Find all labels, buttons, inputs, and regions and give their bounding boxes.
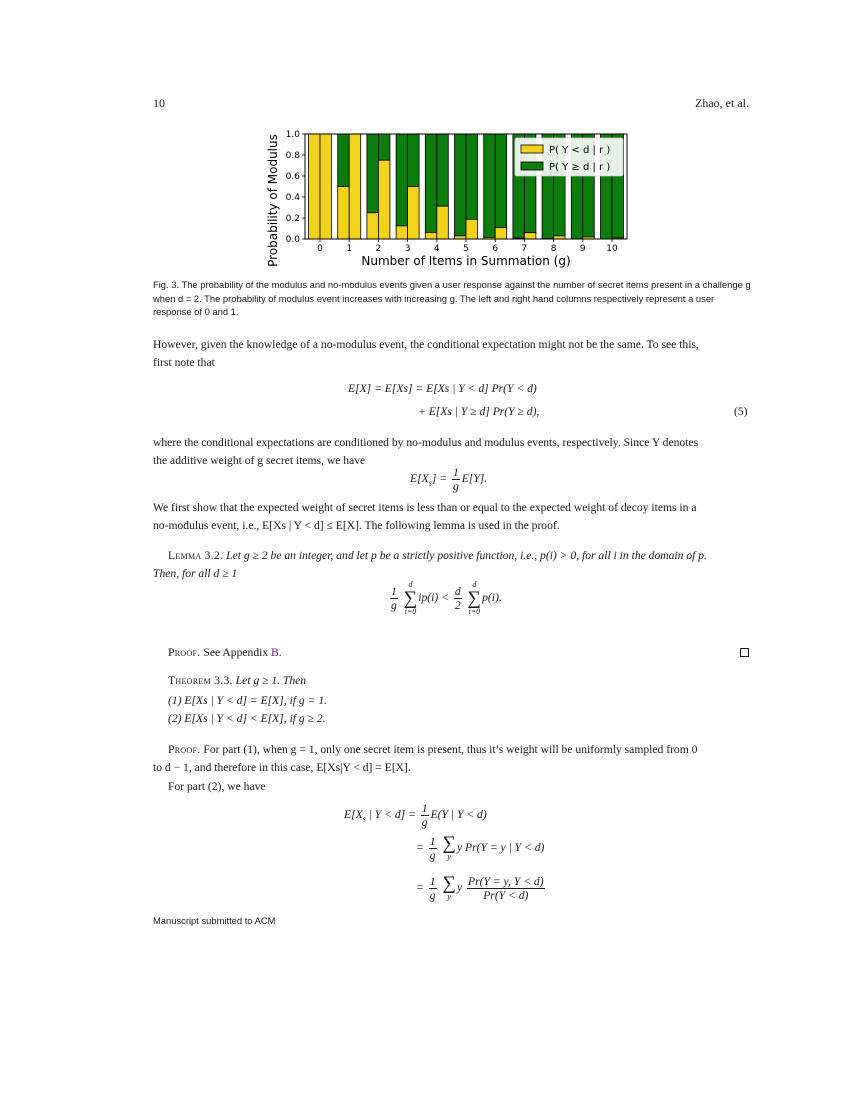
- theorem-item: (1) E[Xs | Y < d] = E[X], if g = 1.: [168, 694, 328, 707]
- theorem-label: Theorem 3.3.: [168, 674, 233, 687]
- figure-caption: [153, 278, 753, 319]
- bar-no-modulus: [338, 187, 350, 240]
- theorem-proof: [168, 741, 753, 759]
- derivation-line3: = $\frac{1}{g}$ ∑ y y $\frac{Pr(Y = y, Y < d)}{Pr(Y < d)}$: [416, 873, 544, 902]
- bar-no-modulus: [437, 206, 449, 239]
- derivation-line2: = $\frac{1}{g}$ ∑ y y Pr(Y = y | Y < d): [416, 833, 545, 862]
- y-tick-label: 0.0: [285, 235, 300, 245]
- proof-text: See Appendix: [203, 646, 269, 659]
- x-tick-label: 8: [550, 244, 557, 254]
- x-axis-label: Number of Items in Summation (g): [361, 254, 571, 268]
- lemma: [168, 547, 753, 565]
- appendix-link[interactable]: B: [271, 646, 279, 659]
- x-tick-label: 5: [463, 244, 469, 254]
- footer-note: Manuscript submitted to ACM: [153, 915, 276, 926]
- x-tick-label: 10: [606, 244, 618, 254]
- equation-5-line2: + E[Xs | Y ≥ d] Pr(Y ≥ d),: [418, 405, 540, 418]
- y-axis-label: Probability of Modulus: [266, 134, 280, 267]
- x-tick-label: 9: [579, 244, 586, 254]
- bar-modulus: [437, 134, 449, 206]
- caption-text: Fig. 3. The probability of the modulus and no-modulus events given a user response against the number of secret items present in a challenge g when d = 2. The probability of modulus event increases with increasing g. The left and right hand columns respectively represent a user response of 0 and 1.: [153, 279, 751, 317]
- qed-square: [740, 648, 749, 657]
- text-line: where the conditional expectations are conditioned by no-modulus and modulus events, respectively. Since Y denotes: [153, 436, 699, 449]
- legend-swatch-no-modulus: [521, 145, 543, 153]
- bar-no-modulus: [524, 233, 536, 239]
- page-number: 10: [153, 96, 165, 110]
- text-line: However, given the knowledge of a no-modulus event, the conditional expectation might not be the same. To see this,: [153, 338, 699, 351]
- theorem-intro: Let g ≥ 1. Then: [235, 674, 307, 687]
- x-tick-label: 4: [433, 244, 440, 254]
- derivation-line1: $E[X_s$ | Y < d] = $\frac{1}{g}$ E(Y | Y < d): [344, 802, 487, 829]
- y-tick-label: 0.4: [285, 193, 300, 203]
- y-tick-label: 0.2: [285, 214, 300, 224]
- proof-text: For part (1), when g = 1, only one secret item is present, thus it’s weight will be uniformly sampled from 0: [203, 743, 698, 756]
- lemma-line2: Then, for all d ≥ 1: [153, 567, 238, 580]
- x-tick-label: 1: [346, 244, 353, 254]
- bar-no-modulus: [378, 160, 390, 239]
- paragraph: [153, 499, 753, 535]
- bar-no-modulus: [408, 187, 420, 240]
- text-line: to d − 1, and therefore in this case, E[Xs|Y < d] = E[X].: [153, 761, 411, 774]
- bar-modulus: [408, 134, 420, 187]
- bar-modulus: [338, 134, 350, 187]
- legend-label-modulus: P( Y ≥ d | r ): [549, 162, 611, 173]
- paragraph: [153, 434, 753, 470]
- bar-no-modulus: [367, 213, 379, 239]
- equation-number: (5): [734, 405, 748, 418]
- bar-chart: [265, 128, 635, 274]
- y-tick-label: 0.8: [285, 151, 300, 161]
- bar-modulus: [425, 134, 437, 232]
- theorem: [168, 672, 306, 690]
- theorem-item: (2) E[Xs | Y < d] < E[X], if g ≥ 2.: [168, 712, 326, 725]
- bar-no-modulus: [466, 219, 478, 239]
- bar-modulus: [378, 134, 390, 160]
- running-head-authors: Zhao, et al.: [695, 96, 749, 110]
- x-tick-label: 0: [317, 244, 323, 254]
- text-line: the additive weight of g secret items, we have: [153, 454, 366, 467]
- y-tick-label: 1.0: [285, 130, 300, 140]
- text-line: We first show that the expected weight of secret items is less than or equal to the expected weight of decoy items in a: [153, 501, 697, 514]
- text-line: no-modulus event, i.e., E[Xs | Y < d] ≤ E[X]. The following lemma is used in the proof.: [153, 519, 560, 532]
- proof-label: Proof.: [168, 646, 201, 659]
- bar-modulus: [466, 134, 478, 219]
- x-tick-label: 7: [521, 244, 528, 254]
- bar-modulus: [367, 134, 379, 213]
- bar-no-modulus: [309, 134, 321, 239]
- text-line: For part (2), we have: [168, 780, 266, 793]
- lemma-inequality: $\frac{1}{g}$ d ∑ i=0 ip(i) < $\frac{d}{2}$ d ∑ i=0 p(i).: [391, 580, 502, 616]
- lemma-label: Lemma 3.2.: [168, 549, 224, 562]
- bar-no-modulus: [396, 226, 408, 239]
- bar-no-modulus: [495, 227, 507, 239]
- lemma-statement: Let g ≥ 2 be an integer, and let p be a strictly positive function, i.e., p(i) > 0, for all i in the domain of p.: [226, 549, 707, 562]
- proof-label: Proof.: [168, 743, 201, 756]
- equation-expectation: $E[X_s]$ = $\frac{1}{g}$ E[Y].: [410, 466, 488, 493]
- bar-modulus: [484, 134, 496, 237]
- x-tick-label: 3: [404, 244, 411, 254]
- x-tick-label: 6: [492, 244, 499, 254]
- paragraph: [153, 336, 753, 372]
- legend-swatch-modulus: [521, 162, 543, 170]
- y-tick-label: 0.6: [285, 172, 300, 182]
- equation-5-line1: E[X] = E[Xs] = E[Xs | Y < d] Pr(Y < d): [348, 382, 537, 395]
- bar-no-modulus: [349, 134, 361, 239]
- lemma-proof: Proof. See Appendix B.: [168, 646, 282, 659]
- bar-modulus: [495, 134, 507, 227]
- x-tick-label: 2: [375, 244, 382, 254]
- bar-no-modulus: [320, 134, 332, 239]
- bar-modulus: [396, 134, 408, 226]
- text-line: first note that: [153, 356, 215, 369]
- bar-no-modulus: [425, 232, 437, 239]
- bar-modulus: [455, 134, 467, 236]
- legend-label-no-modulus: P( Y < d | r ): [549, 145, 611, 156]
